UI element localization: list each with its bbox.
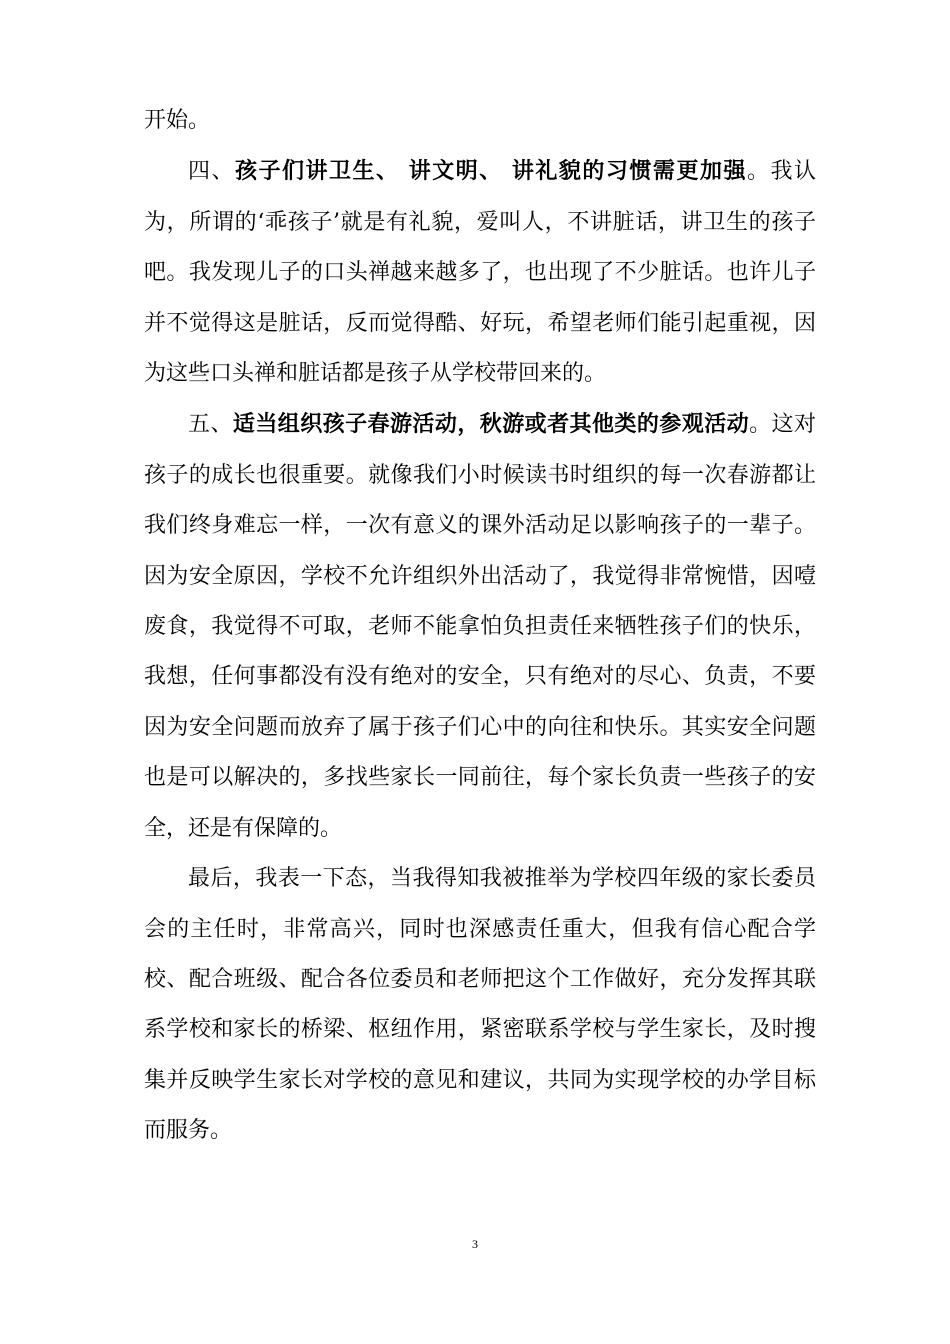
paragraph-continuation bbox=[144, 96, 816, 146]
page-number: 3 bbox=[472, 1237, 478, 1251]
paragraph-hygiene-manners bbox=[144, 146, 816, 399]
paragraph-number: 五、 bbox=[188, 412, 233, 438]
document-body bbox=[144, 96, 816, 1157]
paragraph-text: 开始。 bbox=[144, 108, 211, 133]
paragraph-text: 。这对孩子的成长也很重要。就像我们小时候读书时组织的每一次春游都让我们终身难忘一样，一次有意义的课外活动足以影响孩子的一辈子。因为安全原因，学校不允许组织外出活动了，我觉得非常惋惜，因噎废食，我觉得不可取，老师不能拿怕负担责任来牺牲孩子们的快乐，我想，任何事都没有没有绝对的安全，只有绝对的尽心、负责，不要因为安全问题而放弃了属于孩子们心中的向往和快乐。其实安全问题也是可以解决的，多找些家长一同前往，每个家长负责一些孩子的安全，还是有保障的。 bbox=[144, 412, 816, 841]
paragraph-number: 四、 bbox=[188, 159, 236, 185]
paragraph-outings bbox=[144, 399, 816, 854]
paragraph-text: 。我认为，所谓的‘乖孩子’就是有礼貌，爱叫人，不讲脏话，讲卫生的孩子吧。我发现儿子的口头禅越来越多了，也出现了不少脏话。也许儿子并不觉得这是脏话，反而觉得酷、好玩，希望老师们能引起重视，因为这些口头禅和脏话都是孩子从学校带回来的。 bbox=[144, 159, 816, 387]
paragraph-closing bbox=[144, 854, 816, 1156]
paragraph-text: 最后，我表一下态，当我得知我被推举为学校四年级的家长委员会的主任时，非常高兴，同时也深感责任重大，但我有信心配合学校、配合班级、配合各位委员和老师把这个工作做好，充分发挥其联系学校和家长的桥梁、枢纽作用，紧密联系学校与学生家长，及时搜集并反映学生家长对学校的意见和建议，共同为实现学校的办学目标而服务。 bbox=[144, 866, 816, 1144]
paragraph-heading: 适当组织孩子春游活动，秋游或者其他类的参观活动 bbox=[232, 411, 750, 438]
paragraph-heading: 孩子们讲卫生、 讲文明、 讲礼貌的习惯需更加强 bbox=[235, 158, 747, 185]
